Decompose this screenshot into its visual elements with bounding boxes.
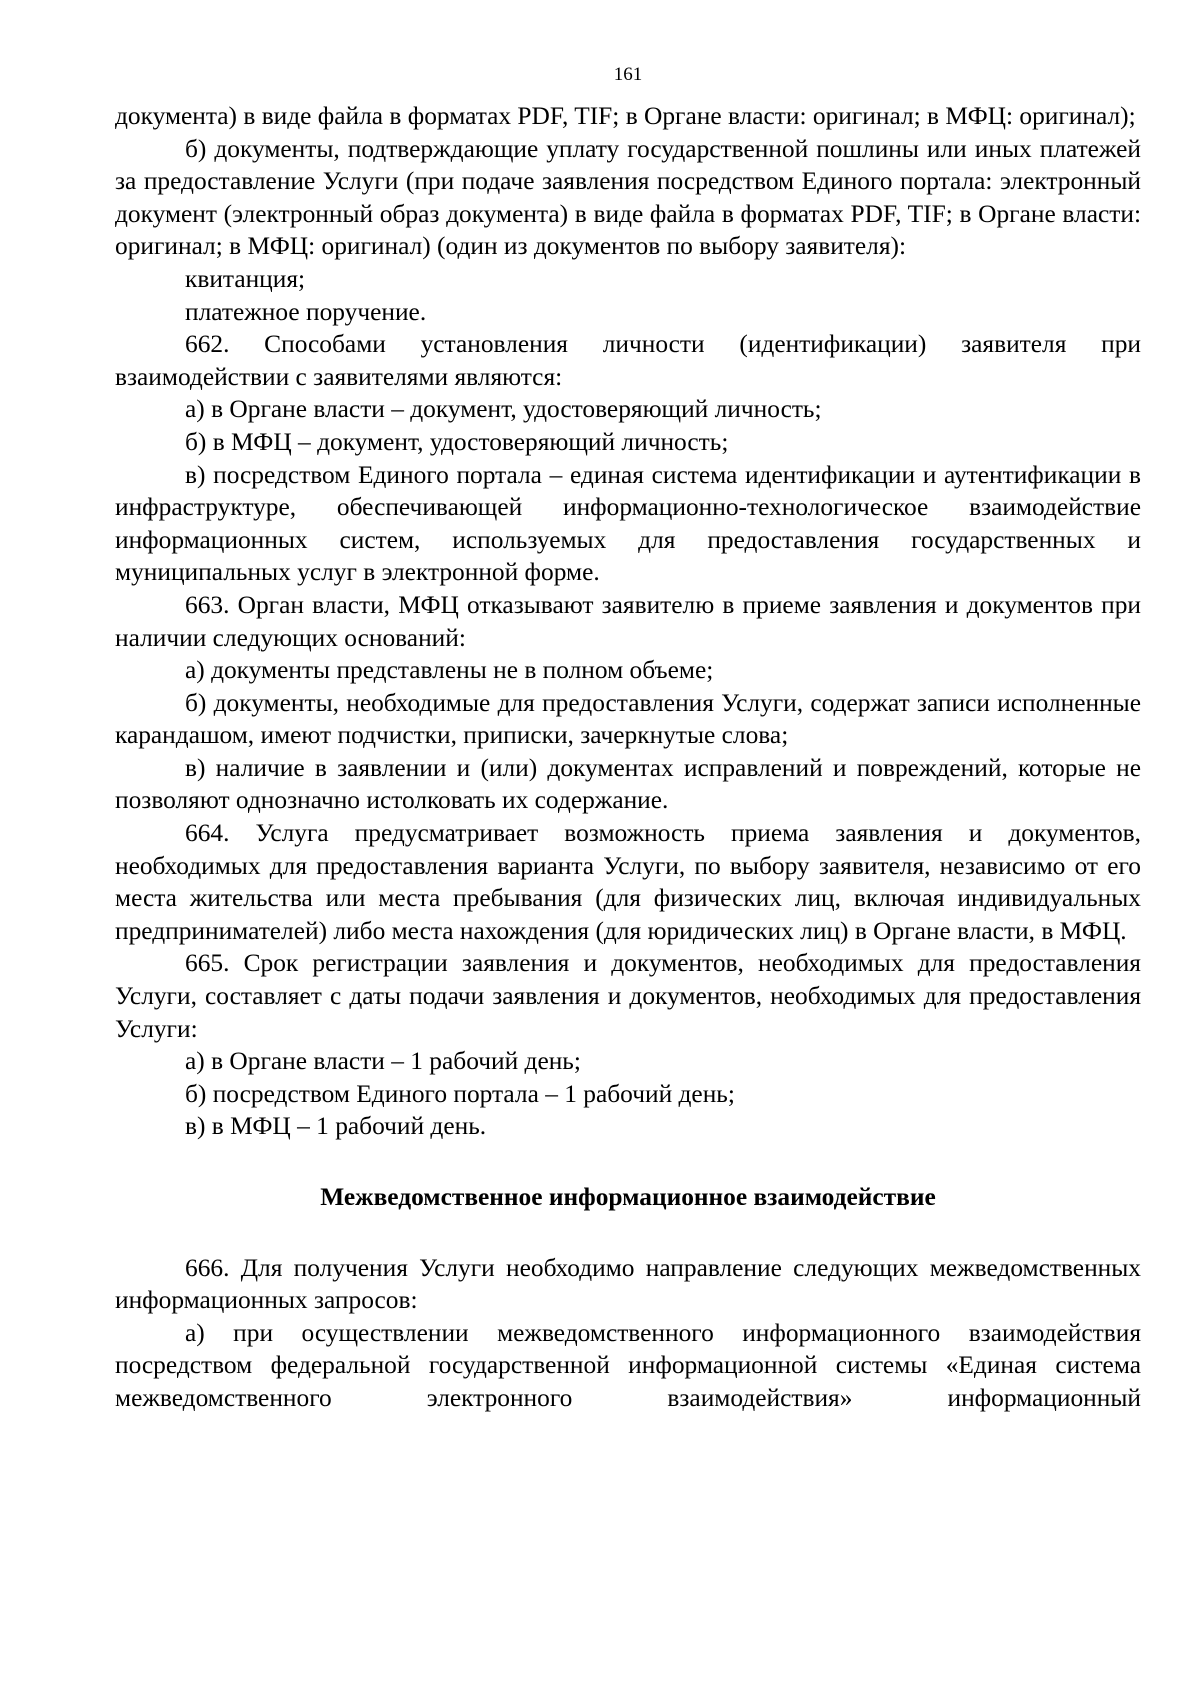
clause-664: 664. Услуга предусматривает возможность приема заявления и документов, необходимых для предоставления варианта Услуги, по выбору заявителя, независимо от его места жительства или места пребывания (для физических лиц, включая индивидуальных предпринимателей) либо места нахождения (для юридических лиц) в Органе власти, в МФЦ.: [115, 819, 1141, 945]
document-page: [115, 64, 1141, 1415]
list-item: б) посредством Единого портала – 1 рабочий день;: [185, 1079, 735, 1108]
section-after-heading: [115, 1252, 1141, 1415]
list-item: в) посредством Единого портала – единая система идентификации и аутентификации в инфраструктуре, обеспечивающей информационно-технологическое взаимодействие информационных систем, используемых для предоставления государственных и муниципальных услуг в электронной форме.: [115, 460, 1141, 587]
list-item: а) в Органе власти – документ, удостоверяющий личность;: [185, 395, 822, 424]
list-item: в) наличие в заявлении и (или) документах исправлений и повреждений, которые не позволяют однозначно истолковать их содержание.: [115, 753, 1141, 815]
list-item: квитанция;: [185, 264, 306, 293]
clause-663: 663. Орган власти, МФЦ отказывают заявителю в приеме заявления и документов при наличии следующих оснований:: [115, 590, 1141, 652]
list-item: б) документы, необходимые для предоставления Услуги, содержат записи исполненные карандашом, имеют подчистки, приписки, зачеркнутые слова;: [115, 688, 1141, 750]
section-before-heading: [115, 100, 1141, 1143]
list-item: а) при осуществлении межведомственного информационного взаимодействия посредством федеральной государственной информационной системы «Единая система межведомственного электронного взаимодействия» информационный: [115, 1318, 1141, 1412]
section-heading: Межведомственное информационное взаимодействие: [320, 1183, 936, 1211]
list-item: платежное поручение.: [185, 297, 427, 326]
paragraph: документа) в виде файла в форматах PDF, TIF; в Органе власти: оригинал; в МФЦ: оригинал);: [115, 102, 1136, 130]
clause-665: 665. Срок регистрации заявления и документов, необходимых для предоставления Услуги, составляет с даты подачи заявления и документов, необходимых для предоставления Услуги:: [115, 949, 1141, 1043]
list-item: б) в МФЦ – документ, удостоверяющий личность;: [185, 427, 729, 456]
clause-662: 662. Способами установления личности (идентификации) заявителя при взаимодействии с заявителями являются:: [115, 330, 1141, 391]
list-item: а) в Органе власти – 1 рабочий день;: [185, 1047, 581, 1076]
clause-666: 666. Для получения Услуги необходимо направление следующих межведомственных информационных запросов:: [115, 1253, 1141, 1315]
list-item: а) документы представлены не в полном объеме;: [185, 656, 714, 685]
paragraph: б) документы, подтверждающие уплату государственной пошлины или иных платежей за предоставление Услуги (при подаче заявления посредством Единого портала: электронный документ (электронный образ документа) в виде файла в форматах PDF, TIF; в Органе власти: оригинал; в МФЦ: оригинал) (один из документов по выбору заявителя):: [115, 134, 1141, 261]
list-item: в) в МФЦ – 1 рабочий день.: [185, 1112, 487, 1141]
page-number: 161: [613, 64, 643, 85]
